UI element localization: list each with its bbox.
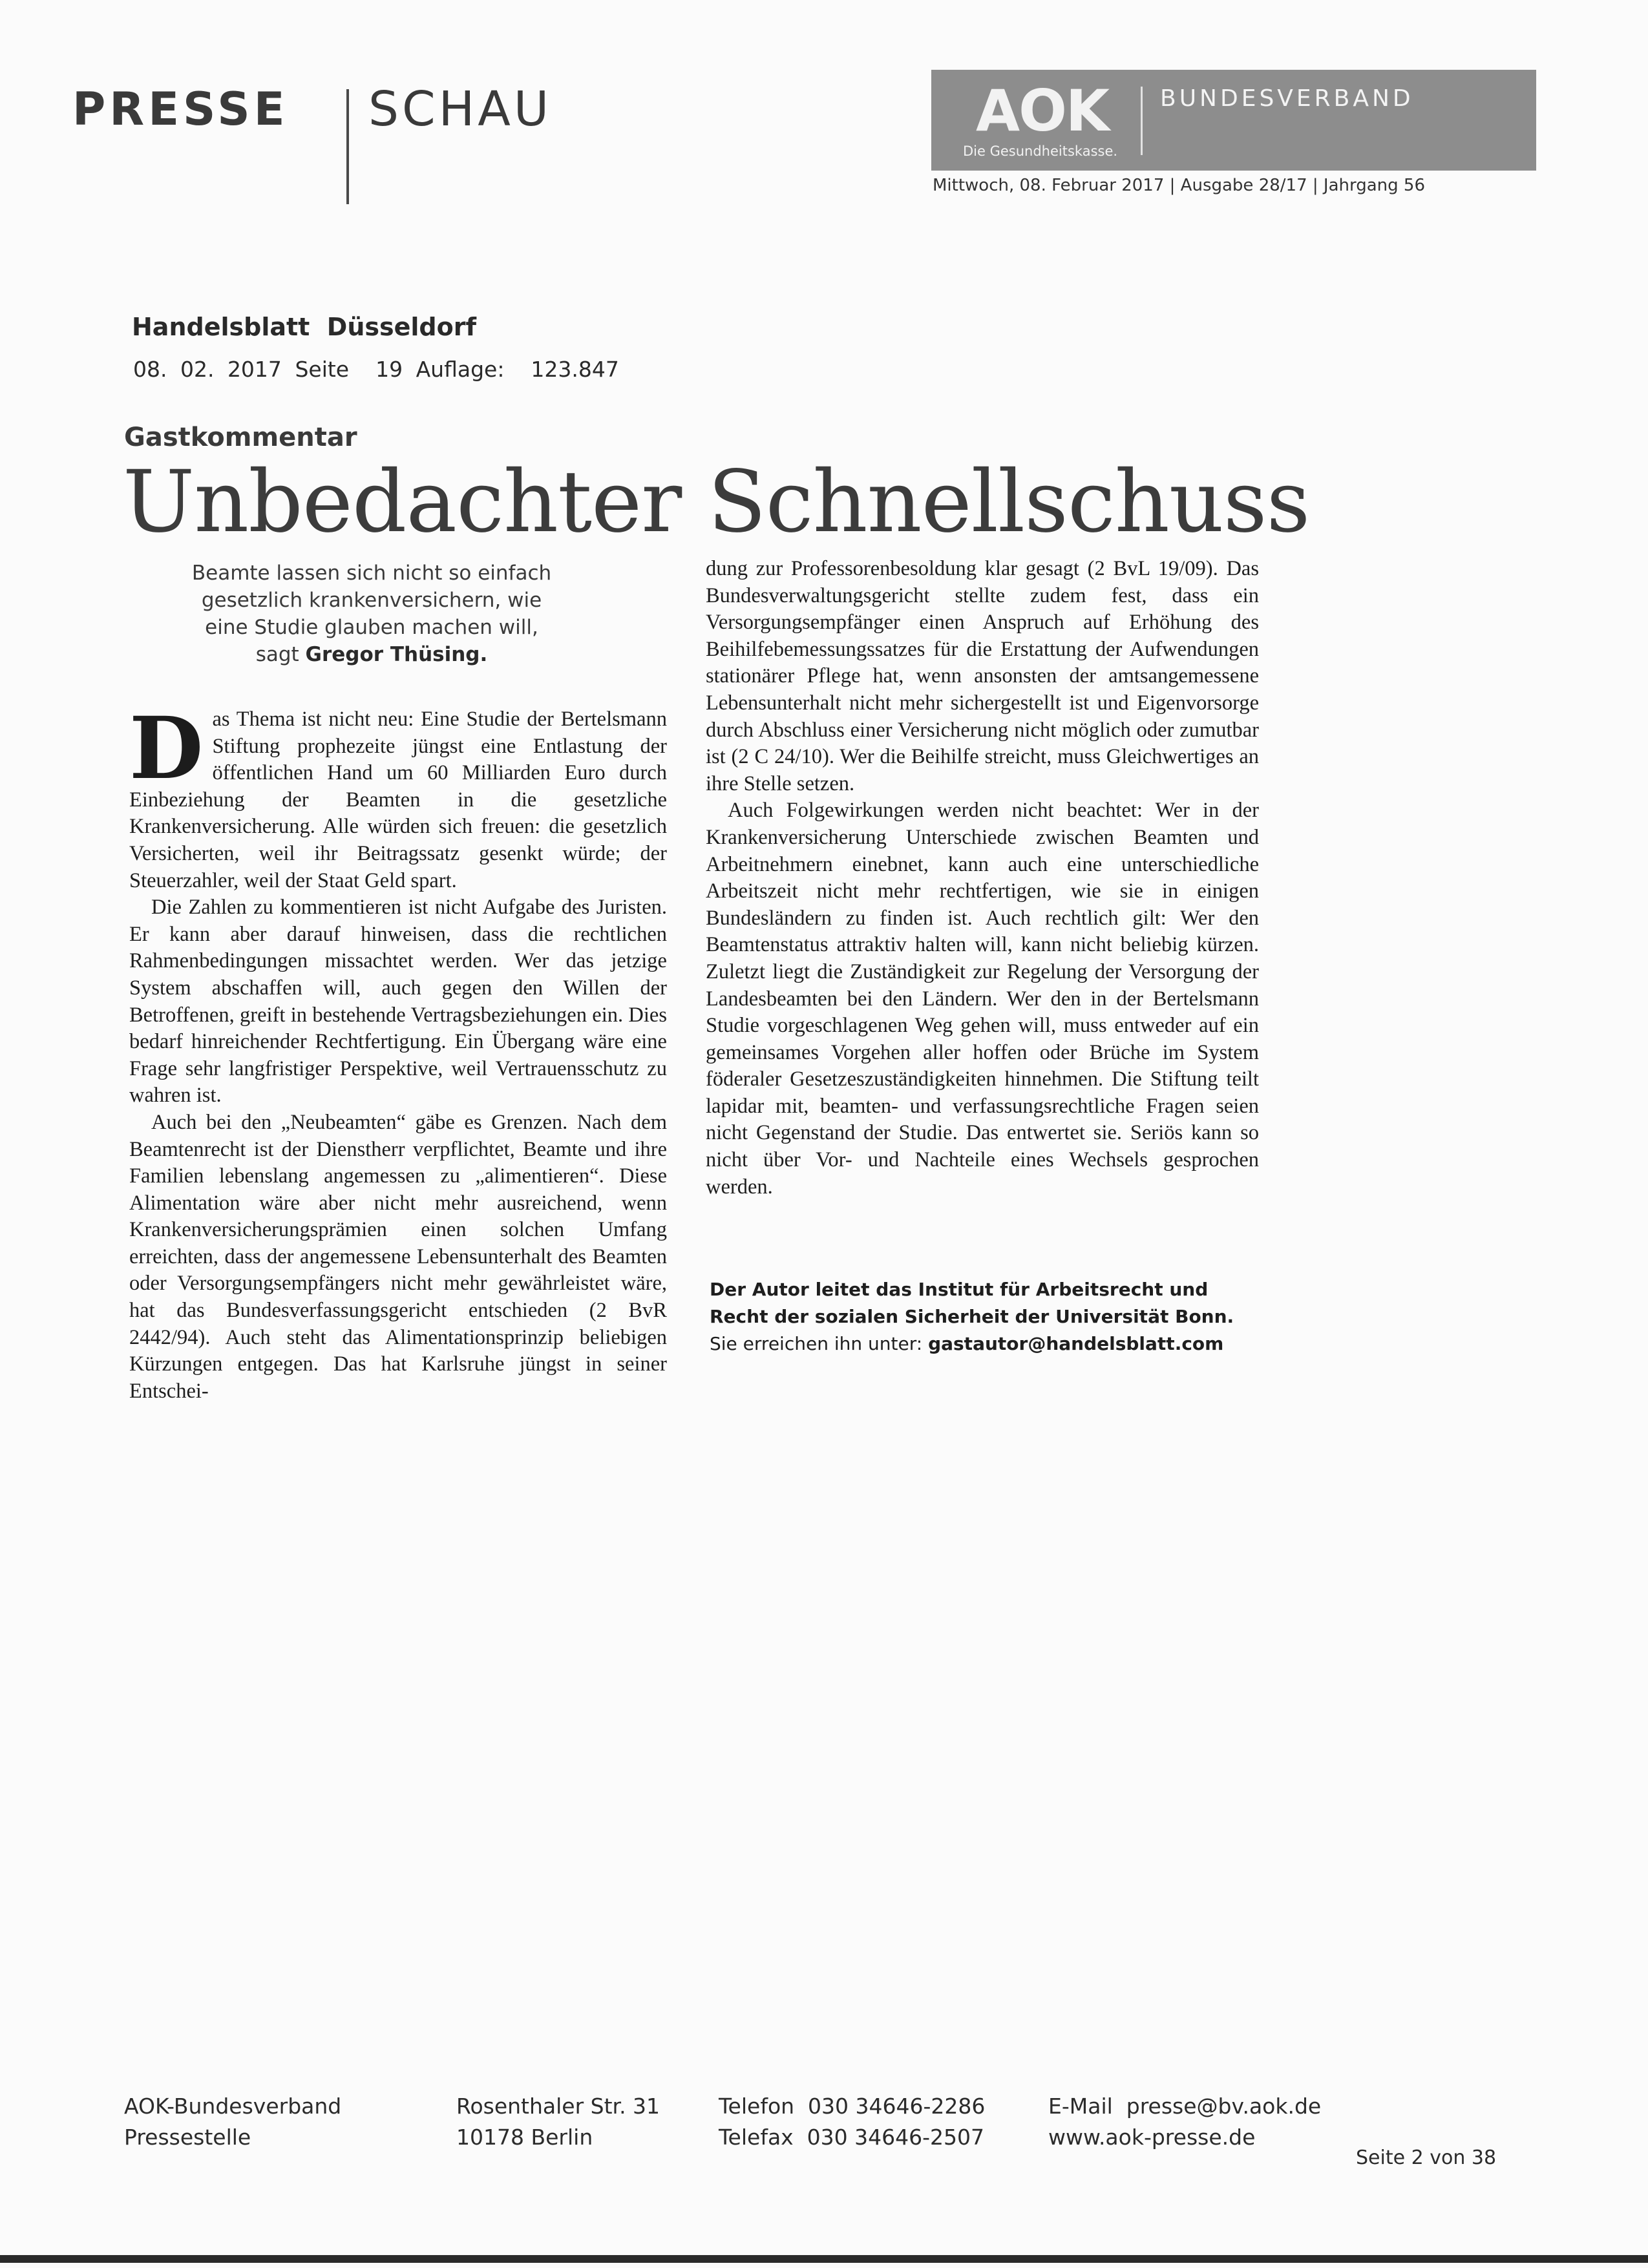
footer-email-link[interactable]: E-Mail presse@bv.aok.de: [1048, 2094, 1322, 2119]
footer-org-name: AOK-Bundesverband: [124, 2094, 342, 2119]
brand-schau: SCHAU: [368, 81, 553, 137]
article-paragraph: Das Thema ist nicht neu: Eine Studie der Bertelsmann Stiftung prophezeite jüngst eine Entlastung der öffentlichen Hand um 60 Milliarden Euro durch Einbeziehung der Beamten in die gesetzliche Krankenversicherung. Alle würden sich freuen: die gesetzlich Versicherten, weil ihr Beitragssatz gesenkt würde; der Steuerzahler, weil der Staat Geld spart.: [129, 698, 667, 892]
source-meta: [133, 357, 619, 382]
aok-tagline: Die Gesundheitskasse.: [963, 143, 1118, 159]
footer-org-dept: Pressestelle: [124, 2125, 251, 2150]
footer-address: [456, 2091, 660, 2153]
article-column-right: [706, 556, 1259, 1201]
aok-separator: [1141, 87, 1143, 155]
author-note-line: Recht der sozialen Sicherheit der Universität Bonn.: [710, 1306, 1234, 1327]
contact-email-link[interactable]: gastautor@handelsblatt.com: [928, 1333, 1224, 1354]
footer-phone: [719, 2091, 985, 2153]
article-paragraph: dung zur Professorenbesoldung klar gesagt (2 BvL 19/09). Das Bundesverwaltungsgericht stellte zudem fest, dass ein Versorgungsempfänger einen Anspruch auf Erhöhung des Beihilfebemessungssatzes für die Erstattung der Aufwendungen stationärer Pflege hat, wenn ansonsten der amtsangemessene Lebensunterhalt nicht mehr sichergestellt ist und Eigenvorsorge durch Abschluss einer Versicherung nicht möglich oder zumutbar ist (2 C 24/10). Wer die Beihilfe streicht, muss Gleichwertiges an ihre Stelle setzen.: [706, 557, 1259, 795]
article-paragraph: Auch bei den „Neubeamten“ gäbe es Grenzen. Nach dem Beamtenrecht ist der Dienstherr verpflichtet, Beamte und ihre Familien lebenslang angemessen zu „alimentieren“. Diese Alimentation wäre aber nicht mehr ausreichend, wenn Krankenversicherungsprämien einen solchen Umfang erreichten, dass der angemessene Lebensunterhalt des Beamten oder Versorgungsempfängers nicht mehr gewährleistet wäre, hat das Bundesverfassungsgericht entschieden (2 BvR 2442/94). Auch steht das Alimentationsprinzip beliebigen Kürzungen entgegen. Das hat Karlsruhe jüngst in seiner Entschei-: [129, 1110, 667, 1403]
source-page: Seite 19: [295, 357, 403, 382]
lead-line: eine Studie glauben machen will,: [205, 616, 538, 639]
brand-presse: PRESSE: [72, 83, 289, 136]
article-paragraph: Die Zahlen zu kommentieren ist nicht Aufgabe des Juristen. Er kann aber darauf hinweisen, dass die rechtlichen Rahmenbedingungen missachtet werden. Wer das jetzige System abschaffen will, auch gegen den Willen der Betroffenen, greift in bestehende Vertragsbeziehungen ein. Dies bedarf hinreichender Rechtfertigung. Ein Übergang wäre eine Frage sehr langfristiger Perspektive, weil Vertrauensschutz zu wahren ist.: [129, 896, 667, 1108]
contact-prefix: Sie erreichen ihn unter:: [710, 1333, 923, 1354]
article-paragraph: Auch Folgewirkungen werden nicht beachtet: Wer in der Krankenversicherung Unterschiede zwischen Beamten und Arbeitnehmern einebnet, kann auch eine unterschiedliche Arbeitszeit nicht mehr rechtfertigen, wie sie in einigen Bundesländern zu finden ist. Auch rechtlich gilt: Wer den Beamtenstatus attraktiv halten will, kann nicht beliebig kürzen. Zuletzt liegt die Zuständigkeit zur Regelung der Versorgung der Landesbeamten bei den Ländern. Wer den in der Bertelsmann Studie vorgeschlagenen Weg gehen will, muss entweder auf ein gemeinsames Vorgehen aller hoffen oder Brüche im System föderaler Gesetzeszuständigkeiten hinnehmen. Die Stiftung teilt lapidar mit, beamten- und verfassungsrechtliche Fragen seien nicht Gegenstand der Studie. Das entwertet sie. Seriös kann so nicht über Vor- und Nachteile eines Wechsels gesprochen werden.: [706, 799, 1259, 1199]
lead-author: Gregor Thüsing.: [305, 643, 488, 666]
lead-line: Beamte lassen sich nicht so einfach: [191, 562, 552, 585]
footer-telephone: Telefon 030 34646-2286: [719, 2094, 986, 2119]
footer-telefax: Telefax 030 34646-2507: [719, 2125, 985, 2150]
aok-logo: AOK: [976, 78, 1109, 144]
page-indicator: Seite 2 von 38: [1356, 2147, 1497, 2169]
source-circulation: Auflage: 123.847: [416, 357, 619, 382]
lead-said: sagt: [255, 643, 299, 666]
article-column-left: [129, 698, 667, 1405]
author-note-line: Der Autor leitet das Institut für Arbeitsrecht und: [710, 1279, 1209, 1300]
footer-street: Rosenthaler Str. 31: [456, 2094, 660, 2119]
brand-divider: [346, 89, 349, 204]
footer-contact: [1048, 2091, 1321, 2153]
source-publication: Handelsblatt Düsseldorf: [132, 313, 476, 341]
footer-organization: [124, 2091, 341, 2153]
dropcap: D: [129, 698, 204, 799]
footer-city: 10178 Berlin: [456, 2125, 593, 2150]
aok-bundesverband-label: BUNDESVERBAND: [1160, 85, 1414, 112]
source-date: 08. 02. 2017: [133, 357, 282, 382]
lead-author-line: [123, 641, 620, 668]
lead-line: gesetzlich krankenversichern, wie: [201, 589, 542, 612]
article-headline: Unbedachter Schnellschuss: [123, 452, 1310, 552]
issue-line: Mittwoch, 08. Februar 2017 | Ausgabe 28/17 | Jahrgang 56: [933, 176, 1425, 195]
footer-website-link[interactable]: www.aok-presse.de: [1048, 2125, 1256, 2150]
scan-bottom-edge: [0, 2255, 1648, 2263]
article-lead: [123, 560, 620, 668]
article-kicker: Gastkommentar: [124, 423, 357, 452]
author-note: [710, 1276, 1234, 1358]
